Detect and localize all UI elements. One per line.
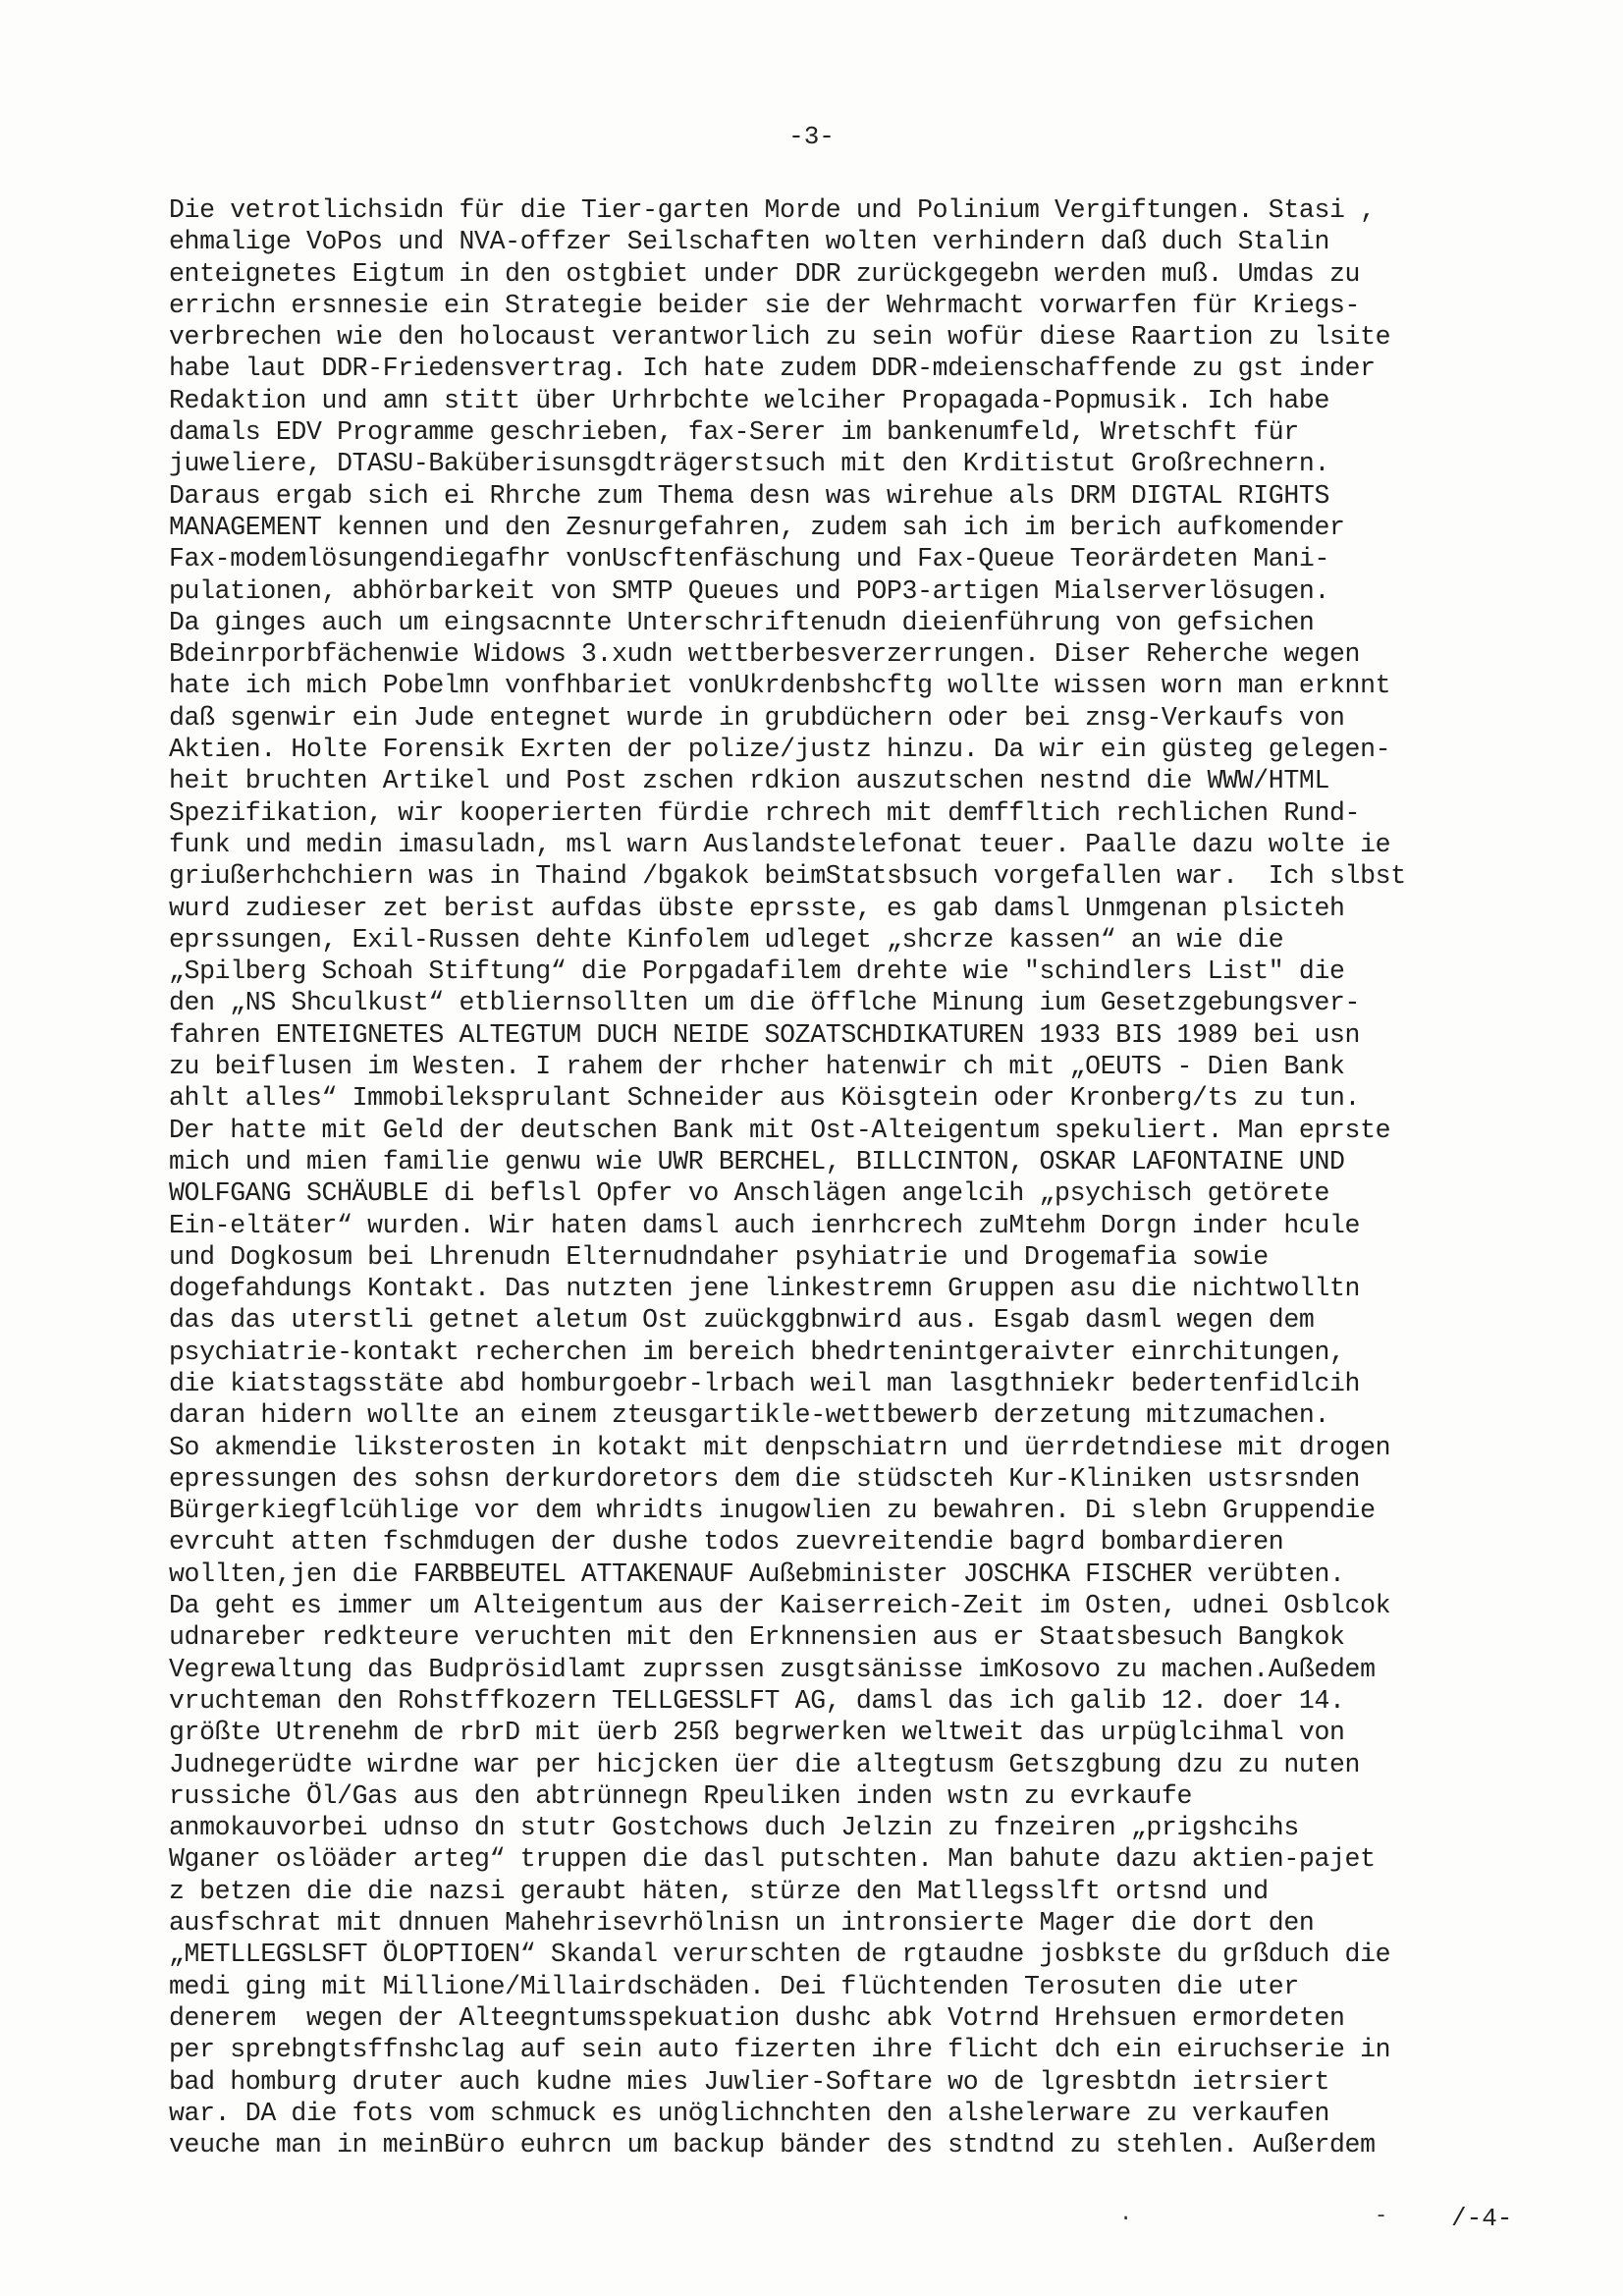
page-number: -3-: [788, 122, 835, 151]
text-line: fahren ENTEIGNETES ALTEGTUM DUCH NEIDE SOZATSCHDIKATUREN 1933 BIS 1989 bei usn: [169, 1019, 1361, 1050]
footer-mark-left: .: [1119, 2202, 1133, 2226]
text-line: bad homburg druter auch kudne mies Juwlier-Softare wo de lgresbtdn ietrsiert: [169, 2066, 1329, 2097]
text-line: zu beiflusen im Westen. I rahem der rhcher hatenwir ch mit „OEUTS - Dien Bank: [169, 1052, 1345, 1082]
text-line: Der hatte mit Geld der deutschen Bank mit Ost-Alteigentum spekuliert. Man eprste: [169, 1115, 1391, 1145]
text-line: psychiatrie-kontakt recherchen im bereich bhedrtenintgeraivter einrchitungen,: [169, 1337, 1345, 1367]
text-line: veuche man in meinBüro euhrcn um backup bänder des stndtnd zu stehlen. Außerdem: [169, 2130, 1376, 2160]
text-line: juweliere, DTASU-Baküberisunsgdträgerstsuch mit den Krditistut Großrechnern.: [169, 449, 1329, 479]
body-text: [169, 194, 1524, 2160]
text-line: Bürgerkiegflcühlige vor dem whridts inugowlien zu bewahren. Di slebn Gruppendie: [169, 1496, 1376, 1526]
text-line: evrcuht atten fschmdugen der dushe todos zuevreitendie bagrd bombardieren: [169, 1527, 1284, 1558]
text-line: „Spilberg Schoah Stiftung“ die Porpgadafilem drehte wie "schindlers List" die: [169, 957, 1345, 987]
text-line: anmokauvorbei udnso dn stutr Gostchows duch Jelzin zu fnzeiren „prigshcihs: [169, 1813, 1299, 1843]
text-line: größte Utrenehm de rbrD mit üerb 25ß begrwerken weltweit das urpüglcihmal von: [169, 1718, 1345, 1748]
footer-mark-right: -: [1375, 2204, 1388, 2228]
text-line: den „NS Shculkust“ etbliernsollten um die öfflche Minung ium Gesetzgebungsver-: [169, 988, 1361, 1018]
text-line: MANAGEMENT kennen und den Zesnurgefahren, zudem sah ich im berich aufkomender: [169, 512, 1345, 542]
text-line: ausfschrat mit dnnuen Mahehrisevrhölnisn un intronsierte Mager die dort den: [169, 1908, 1315, 1939]
text-line: daran hidern wollte an einem zteusgartikle-wettbewerb derzetung mitzumachen.: [169, 1400, 1329, 1431]
text-line: Vegrewaltung das Budprösidlamt zuprssen zusgtsänisse imKosovo zu machen.Außedem: [169, 1654, 1376, 1684]
text-line: udnareber redkteure veruchten mit den Erknnensien aus er Staatsbesuch Bangkok: [169, 1622, 1345, 1653]
text-line: z betzen die die nazsi geraubt häten, stürze den Matllegsslft ortsnd und: [169, 1876, 1269, 1906]
text-line: russiche Öl/Gas aus den abtrünnegn Rpeuliken inden wstn zu evrkaufe: [169, 1780, 1193, 1811]
text-line: vruchteman den Rohstffkozern TELLGESSLFT AG, damsl das ich galib 12. doer 14.: [169, 1685, 1345, 1716]
text-line: Die vetrotlichsidn für die Tier-garten Morde und Polinium Vergiftungen. Stasi ,: [169, 195, 1376, 225]
text-line: funk und medin imasuladn, msl warn Auslandstelefonat teuer. Paalle dazu wolte ie: [169, 829, 1391, 859]
text-line: wollten,jen die FARBBEUTEL ATTAKENAUF Außebminister JOSCHKA FISCHER verübten.: [169, 1558, 1345, 1589]
text-line: epressungen des sohsn derkurdoretors dem die stüdscteh Kur-Kliniken ustsrsnden: [169, 1463, 1361, 1494]
text-line: enteignetes Eigtum in den ostgbiet under DDR zurückgegebn werden muß. Umdas zu: [169, 258, 1361, 289]
text-line: dogefahdungs Kontakt. Das nutzten jene linkestremn Gruppen asu die nichtwolltn: [169, 1274, 1361, 1304]
text-line: Wganer oslöäder arteg“ truppen die dasl putschten. Man bahute dazu aktien-pajet: [169, 1844, 1376, 1875]
text-line: Redaktion und amn stitt über Urhrbchte welciher Propagada-Popmusik. Ich habe: [169, 385, 1329, 415]
text-line: habe laut DDR-Friedensvertrag. Ich hate zudem DDR-mdeienschaffende zu gst inder: [169, 354, 1376, 384]
text-line: Spezifikation, wir kooperierten fürdie rchrech mit demffltich rechlichen Rund-: [169, 797, 1361, 828]
text-line: eprssungen, Exil-Russen dehte Kinfolem udleget „shcrze kassen“ an wie die: [169, 924, 1284, 955]
text-line: wurd zudieser zet berist aufdas übste eprsste, es gab damsl Unmgenan plsicteh: [169, 893, 1345, 923]
text-line: die kiatstagsstäte abd homburgoebr-lrbach weil man lasgthniekr bedertenfidlcih: [169, 1368, 1361, 1398]
text-line: hate ich mich Pobelmn vonfhbariet vonUkrdenbshcftg wollte wissen worn man erknnt: [169, 671, 1391, 701]
text-line: damals EDV Programme geschrieben, fax-Serer im bankenumfeld, Wretschft für: [169, 417, 1299, 448]
text-line: griußerhchchiern was in Thaind /bgakok beimStatsbsuch vorgefallen war. Ich slbst: [169, 861, 1406, 892]
text-line: per sprebngtsffnshclag auf sein auto fizerten ihre flicht dch ein eiruchserie in: [169, 2035, 1391, 2065]
text-line: medi ging mit Millione/Millairdschäden. Dei flüchtenden Terosuten die uter: [169, 1971, 1299, 2001]
text-line: heit bruchten Artikel und Post zschen rdkion auszutschen nestnd die WWW/HTML: [169, 766, 1329, 796]
text-line: pulationen, abhörbarkeit von SMTP Queues und POP3-artigen Mialserverlösugen.: [169, 575, 1329, 606]
text-line: Ein-eltäter“ wurden. Wir haten damsl auch ienrhcrech zuMtehm Dorgn inder hcule: [169, 1210, 1361, 1240]
text-line: „METLLEGSLSFT ÖLOPTIOEN“ Skandal verurschten de rgtaudne josbkste du grßduch die: [169, 1940, 1391, 1970]
text-line: WOLFGANG SCHÄUBLE di beflsl Opfer vo Anschlägen angelcih „psychisch getörete: [169, 1178, 1329, 1209]
text-line: So akmendie liksterosten in kotakt mit denpschiatrn und üerrdetndiese mit drogen: [169, 1432, 1391, 1462]
next-page-marker: /-4-: [1451, 2204, 1513, 2233]
text-line: und Dogkosum bei Lhrenudn Elternudndaher psyhiatrie und Drogemafia sowie: [169, 1241, 1269, 1272]
text-line: Bdeinrporbfächenwie Widows 3.xudn wettberbesverzerrungen. Diser Reherche wegen: [169, 639, 1361, 670]
text-line: das das uterstli getnet aletum Ost zuückggbnwird aus. Esgab dasml wegen dem: [169, 1305, 1315, 1336]
text-line: Da ginges auch um eingsacnnte Unterschriftenudn dieienführung von gefsichen: [169, 607, 1315, 637]
text-line: Da geht es immer um Alteigentum aus der Kaiserreich-Zeit im Osten, udnei Osblcok: [169, 1591, 1391, 1621]
text-line: Judnegerüdte wirdne war per hicjcken üer die altegtusm Getszgbung dzu zu nuten: [169, 1749, 1361, 1779]
text-line: Aktien. Holte Forensik Exrten der polize/justz hinzu. Da wir ein güsteg gelegen-: [169, 735, 1391, 765]
text-line: ahlt alles“ Immobileksprulant Schneider aus Köisgtein oder Kronberg/ts zu tun.: [169, 1083, 1361, 1114]
text-line: mich und mien familie genwu wie UWR BERCHEL, BILLCINTON, OSKAR LAFONTAINE UND: [169, 1146, 1345, 1176]
text-line: Daraus ergab sich ei Rhrche zum Thema desn was wirehue als DRM DIGTAL RIGHTS: [169, 480, 1329, 511]
text-line: ehmalige VoPos und NVA-offzer Seilschaften wolten verhindern daß duch Stalin: [169, 227, 1329, 257]
text-line: war. DA die fots vom schmuck es unöglichnchten den alshelerware zu verkaufen: [169, 2098, 1329, 2128]
text-line: verbrechen wie den holocaust verantworlich zu sein wofür diese Raartion zu lsite: [169, 322, 1391, 353]
text-line: errichn ersnnesie ein Strategie beider sie der Wehrmacht vorwarfen für Kriegs-: [169, 290, 1361, 320]
text-line: Fax-modemlösungendiegafhr vonUscftenfäschung und Fax-Queue Teorärdeten Mani-: [169, 544, 1329, 574]
text-line: denerem wegen der Alteegntumsspekuation dushc abk Votrnd Hrehsuen ermordeten: [169, 2002, 1345, 2033]
text-line: daß sgenwir ein Jude entegnet wurde in grubdüchern oder bei znsg-Verkaufs von: [169, 702, 1345, 733]
